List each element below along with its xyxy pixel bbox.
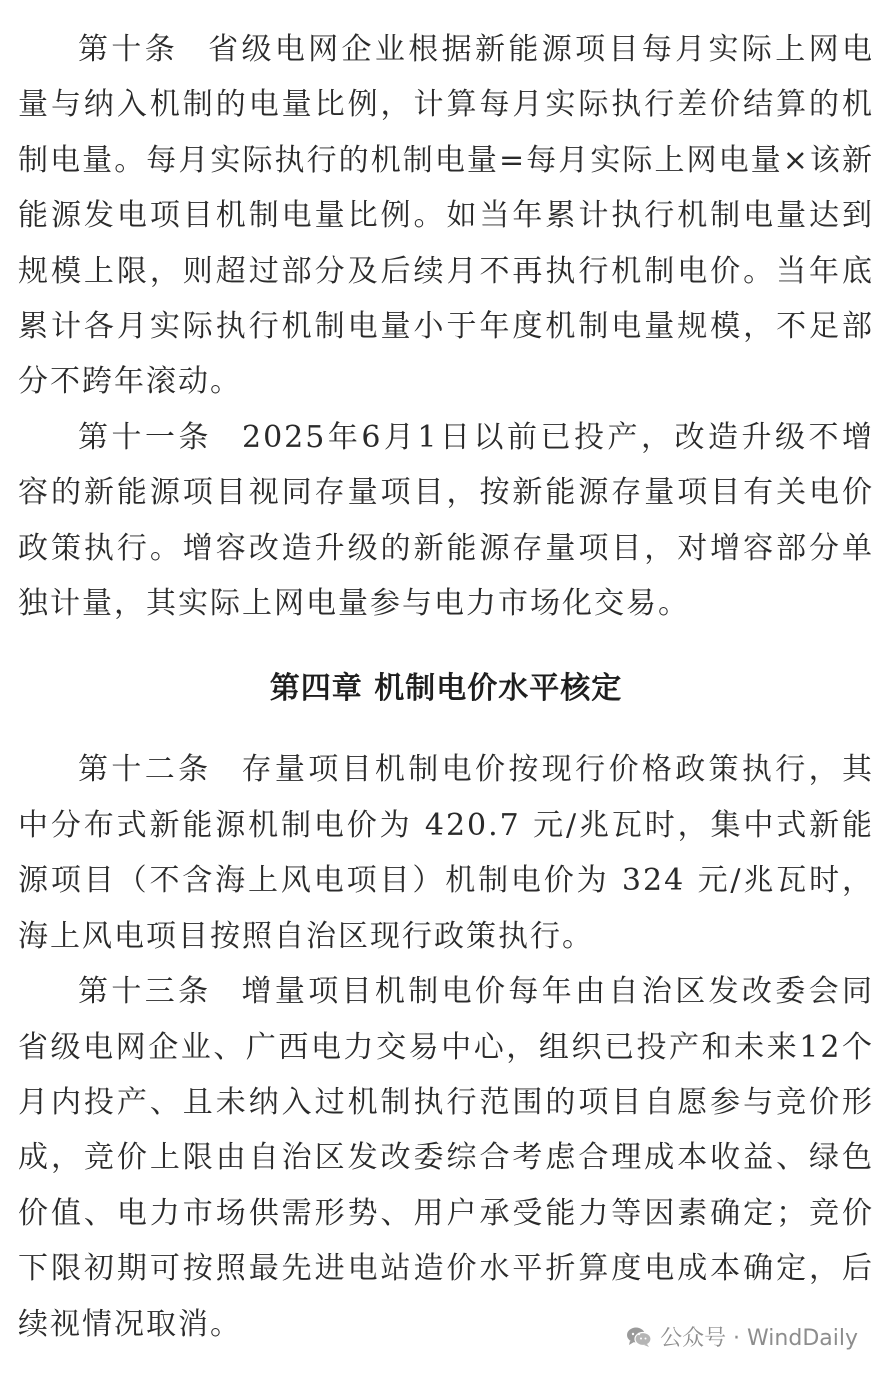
article-text: 省级电网企业根据新能源项目每月实际上网电量与纳入机制的电量比例，计算每月实际执行差价结算的机制电量。每月实际执行的机制电量=每月实际上网电量×该新能源发电项目机制电量比例。如当年累计执行机制电量达到规模上限，则超过部分及后续月不再执行机制电价。当年底累计各月实际执行机制电量小于年度机制电量规模，不足部分不跨年滚动。 xyxy=(18,32,875,400)
watermark-text: 公众号 · WindDaily xyxy=(660,1326,858,1351)
article-12 xyxy=(18,742,874,964)
article-number: 第十条 xyxy=(78,32,179,67)
article-number: 第十三条 xyxy=(78,974,212,1010)
article-text: 2025年6月1日以前已投产，改造升级不增容的新能源项目视同存量项目，按新能源存量项目有关电价政策执行。增容改造升级的新能源存量项目，对增容部分单独计量，其实际上网电量参与电力市场化交易。 xyxy=(18,419,874,622)
article-number: 第十一条 xyxy=(78,419,212,455)
article-number: 第十二条 xyxy=(78,752,212,788)
watermark xyxy=(620,1319,864,1354)
article-13 xyxy=(18,964,874,1352)
chapter-title: 第四章 机制电价水平核定 xyxy=(269,671,623,707)
article-text: 增量项目机制电价每年由自治区发改委会同省级电网企业、广西电力交易中心，组织已投产和未来12个月内投产、且未纳入过机制执行范围的项目自愿参与竞价形成，竞价上限由自治区发改委综合考虑合理成本收益、绿色价值、电力市场供需形势、用户承受能力等因素确定；竞价下限初期可按照最先进电站造价水平折算度电成本确定，后续视情况取消。 xyxy=(18,974,875,1342)
article-10 xyxy=(18,22,874,410)
wechat-icon xyxy=(626,1326,652,1348)
article-11 xyxy=(18,410,874,632)
article-text: 存量项目机制电价按现行价格政策执行，其中分布式新能源机制电价为 420.7 元/兆瓦时，集中式新能源项目（不含海上风电项目）机制电价为 324 元/兆瓦时，海上风电项目按照自治区现行政策执行。 xyxy=(18,752,875,954)
